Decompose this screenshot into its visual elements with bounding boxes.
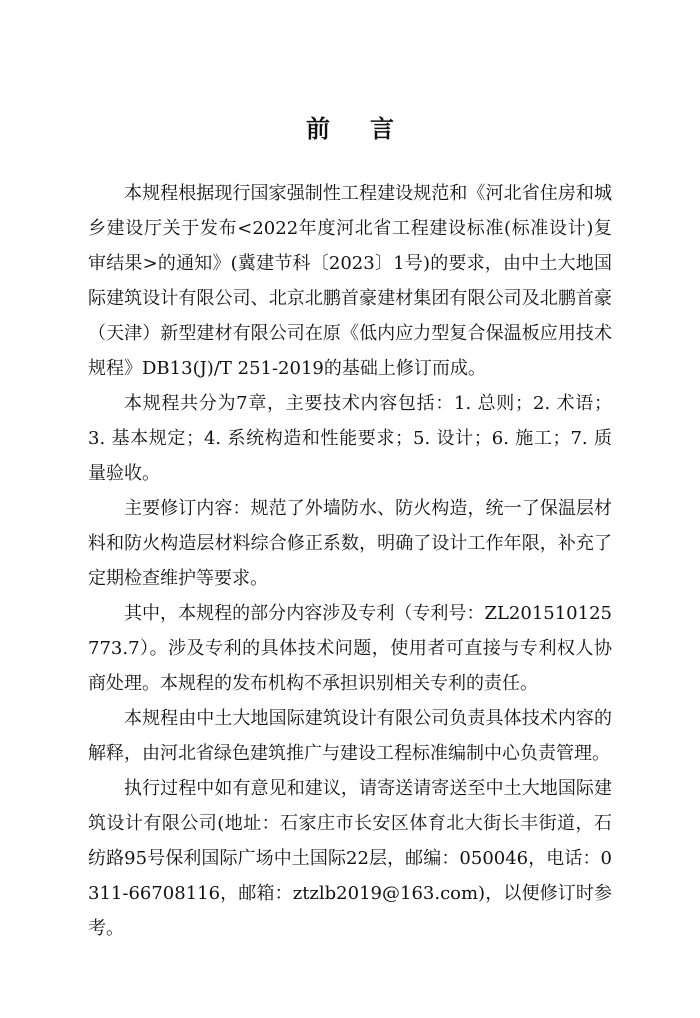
- paragraph-interpretation: 本规程由中土大地国际建筑设计有限公司负责具体技术内容的解释，由河北省绿色建筑推广与建设工程标准编制中心负责管理。: [88, 708, 612, 764]
- document-body: [88, 176, 612, 946]
- page-title: 前言: [306, 114, 434, 143]
- paragraph-basis: 本规程根据现行国家强制性工程建设规范和《河北省住房和城乡建设厅关于发布<2022年度河北省工程建设标准(标准设计)复审结果>的通知》(冀建节科〔2023〕1号)的要求，由中土大地国际建筑设计有限公司、北京北鹏首豪建材集团有限公司及北鹏首豪（天津）新型建材有限公司在原《低内应力型复合保温板应用技术规程》DB13(J)/T 251-2019的基础上修订而成。: [88, 183, 612, 379]
- paragraph-patent: 其中，本规程的部分内容涉及专利（专利号：ZL201510125773.7）。涉及专利的具体技术问题，使用者可直接与专利权人协商处理。本规程的发布机构不承担识别相关专利的责任。: [88, 603, 612, 694]
- paragraph-contact: 执行过程中如有意见和建议，请寄送请寄送至中土大地国际建筑设计有限公司(地址：石家庄市长安区体育北大街长丰街道，石纺路95号保利国际广场中土国际22层，邮编：050046，电话：0311-66708116，邮箱：ztzlb2019@163.com)，以便修订时参考。: [88, 778, 612, 939]
- paragraph-revisions: 主要修订内容：规范了外墙防水、防火构造，统一了保温层材料和防火构造层材料综合修正系数，明确了设计工作年限，补充了定期检查维护等要求。: [88, 498, 612, 589]
- paragraph-chapters: 本规程共分为7章，主要技术内容包括：1. 总则；2. 术语；3. 基本规定；4. 系统构造和性能要求；5. 设计；6. 施工；7. 质量验收。: [88, 393, 612, 484]
